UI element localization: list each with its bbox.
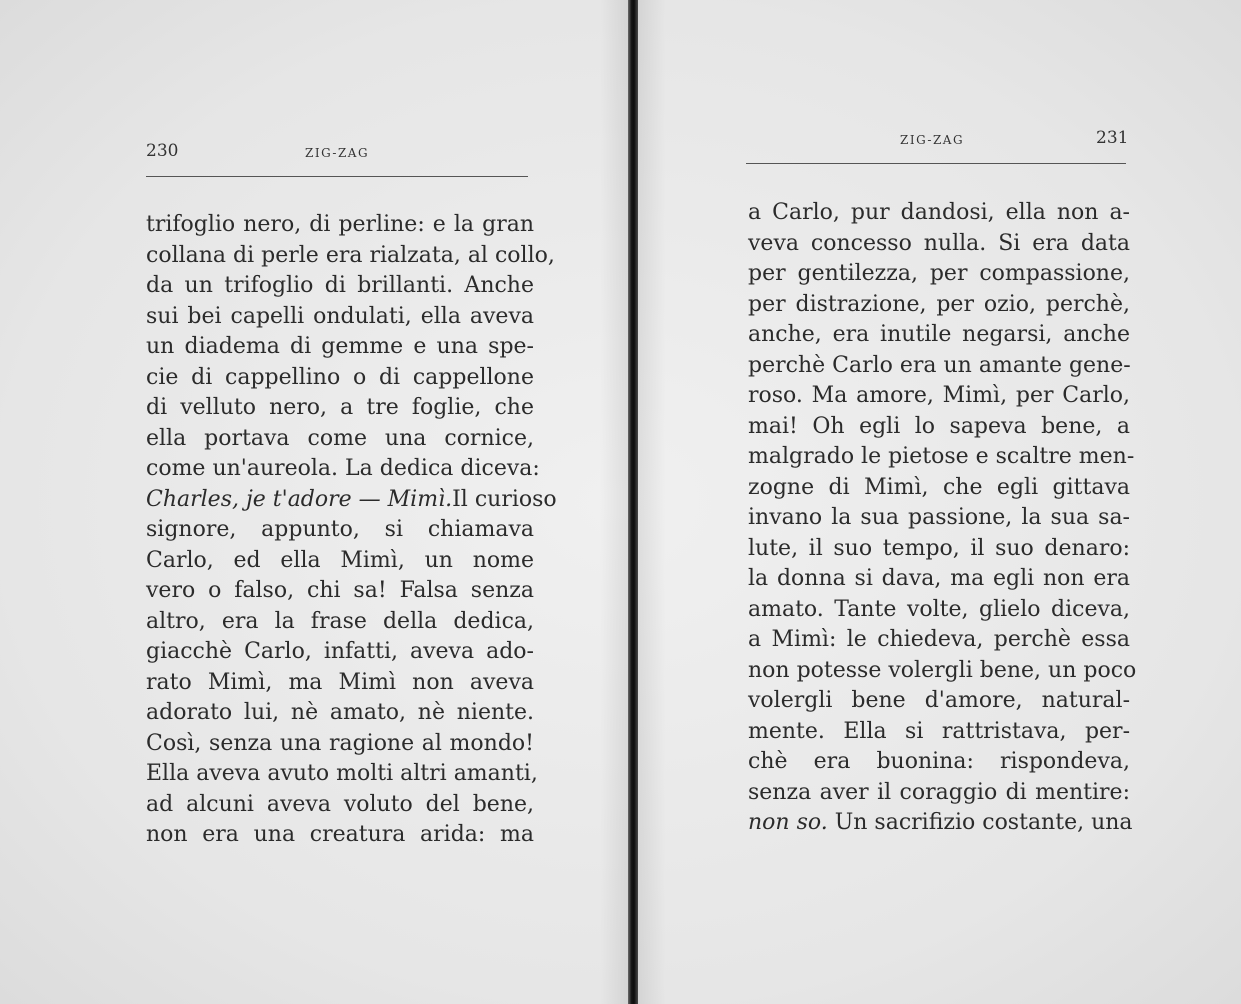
book-gutter [628,0,638,1004]
text-line: non era una creatura arida: ma [146,822,534,847]
text-line: di velluto nero, a tre foglie, che [146,395,534,420]
right-body-text [748,198,1137,839]
right-header-rule [746,163,1126,164]
text-line: giacchè Carlo, infatti, aveva ado- [146,639,534,664]
text-line: malgrado le pietose e scaltre men- [748,444,1135,469]
text-line: la donna si dava, ma egli non era [748,566,1130,591]
text-line: a Mimì: le chiedeva, perchè essa [748,627,1130,652]
text-line-dedication [146,485,557,516]
text-line: non potesse volergli bene, un poco [748,657,1137,683]
left-body-text [146,210,557,851]
text-line: anche, era inutile negarsi, anche [748,322,1130,347]
right-page [638,0,1241,1004]
text-line: altro, era la frase della dedica, [146,608,534,634]
text-line: ella portava come una cornice, [146,425,534,451]
text-line: un diadema di gemme e una spe- [146,334,534,359]
text-line: sui bei capelli ondulati, ella aveva [146,303,534,329]
right-page-number: 231 [1096,128,1129,148]
text-line: a Carlo, pur dandosi, ella non a- [748,200,1130,225]
text-line: mente. Ella si rattristava, per- [748,718,1130,744]
text-line: senza aver il coraggio di mentire: [748,779,1130,805]
text-line: cie di cappellino o di cappellone [146,364,534,390]
text-fragment: Il curioso [452,486,557,512]
italic-non-so: non so. [748,810,828,835]
text-fragment: Un sacrifizio costante, una [834,810,1133,835]
text-line: signore, appunto, si chiamava [146,517,534,542]
text-line: veva concesso nulla. Si era data [748,230,1130,256]
text-line: lute, il suo tempo, il suo denaro: [748,535,1130,561]
text-line: collana di perle era rialzata, al collo, [146,242,555,268]
text-line: per distrazione, per ozio, perchè, [748,291,1130,317]
text-line: amato. Tante volte, glielo diceva, [748,596,1130,622]
text-line: vero o falso, chi sa! Falsa senza [146,578,534,603]
right-running-title: ZIG-ZAG [900,133,965,147]
text-line: adorato lui, nè amato, nè niente. [146,700,534,725]
text-line: invano la sua passione, la sua sa- [748,505,1130,530]
left-header-rule [146,176,528,177]
text-line: perchè Carlo era un amante gene- [748,352,1131,378]
text-line: come un'aureola. La dedica diceva: [146,456,540,481]
text-line: ad alcuni aveva voluto del bene, [146,791,534,817]
text-line-last [748,808,1133,839]
text-line: Così, senza una ragione al mondo! [146,730,534,756]
text-line: mai! Oh egli lo sapeva bene, a [748,413,1130,439]
text-line: da un trifoglio di brillanti. Anche [146,273,534,298]
left-running-title: ZIG-ZAG [305,146,370,160]
text-line: Ella aveva avuto molti altri amanti, [146,761,538,786]
text-line: chè era buonina: rispondeva, [748,749,1130,774]
dedication-italic: Charles, je t'adore — Mimì. [146,486,453,512]
text-line: per gentilezza, per compassione, [748,261,1130,286]
text-line: rato Mimì, ma Mimì non aveva [146,669,534,695]
text-line: Carlo, ed ella Mimì, un nome [146,547,534,573]
text-line: trifoglio nero, di perline: e la gran [146,212,534,237]
text-line: zogne di Mimì, che egli gittava [748,474,1130,500]
left-page-number: 230 [146,141,179,161]
text-line: volergli bene d'amore, natural- [748,688,1130,713]
text-line: roso. Ma amore, Mimì, per Carlo, [748,383,1130,408]
